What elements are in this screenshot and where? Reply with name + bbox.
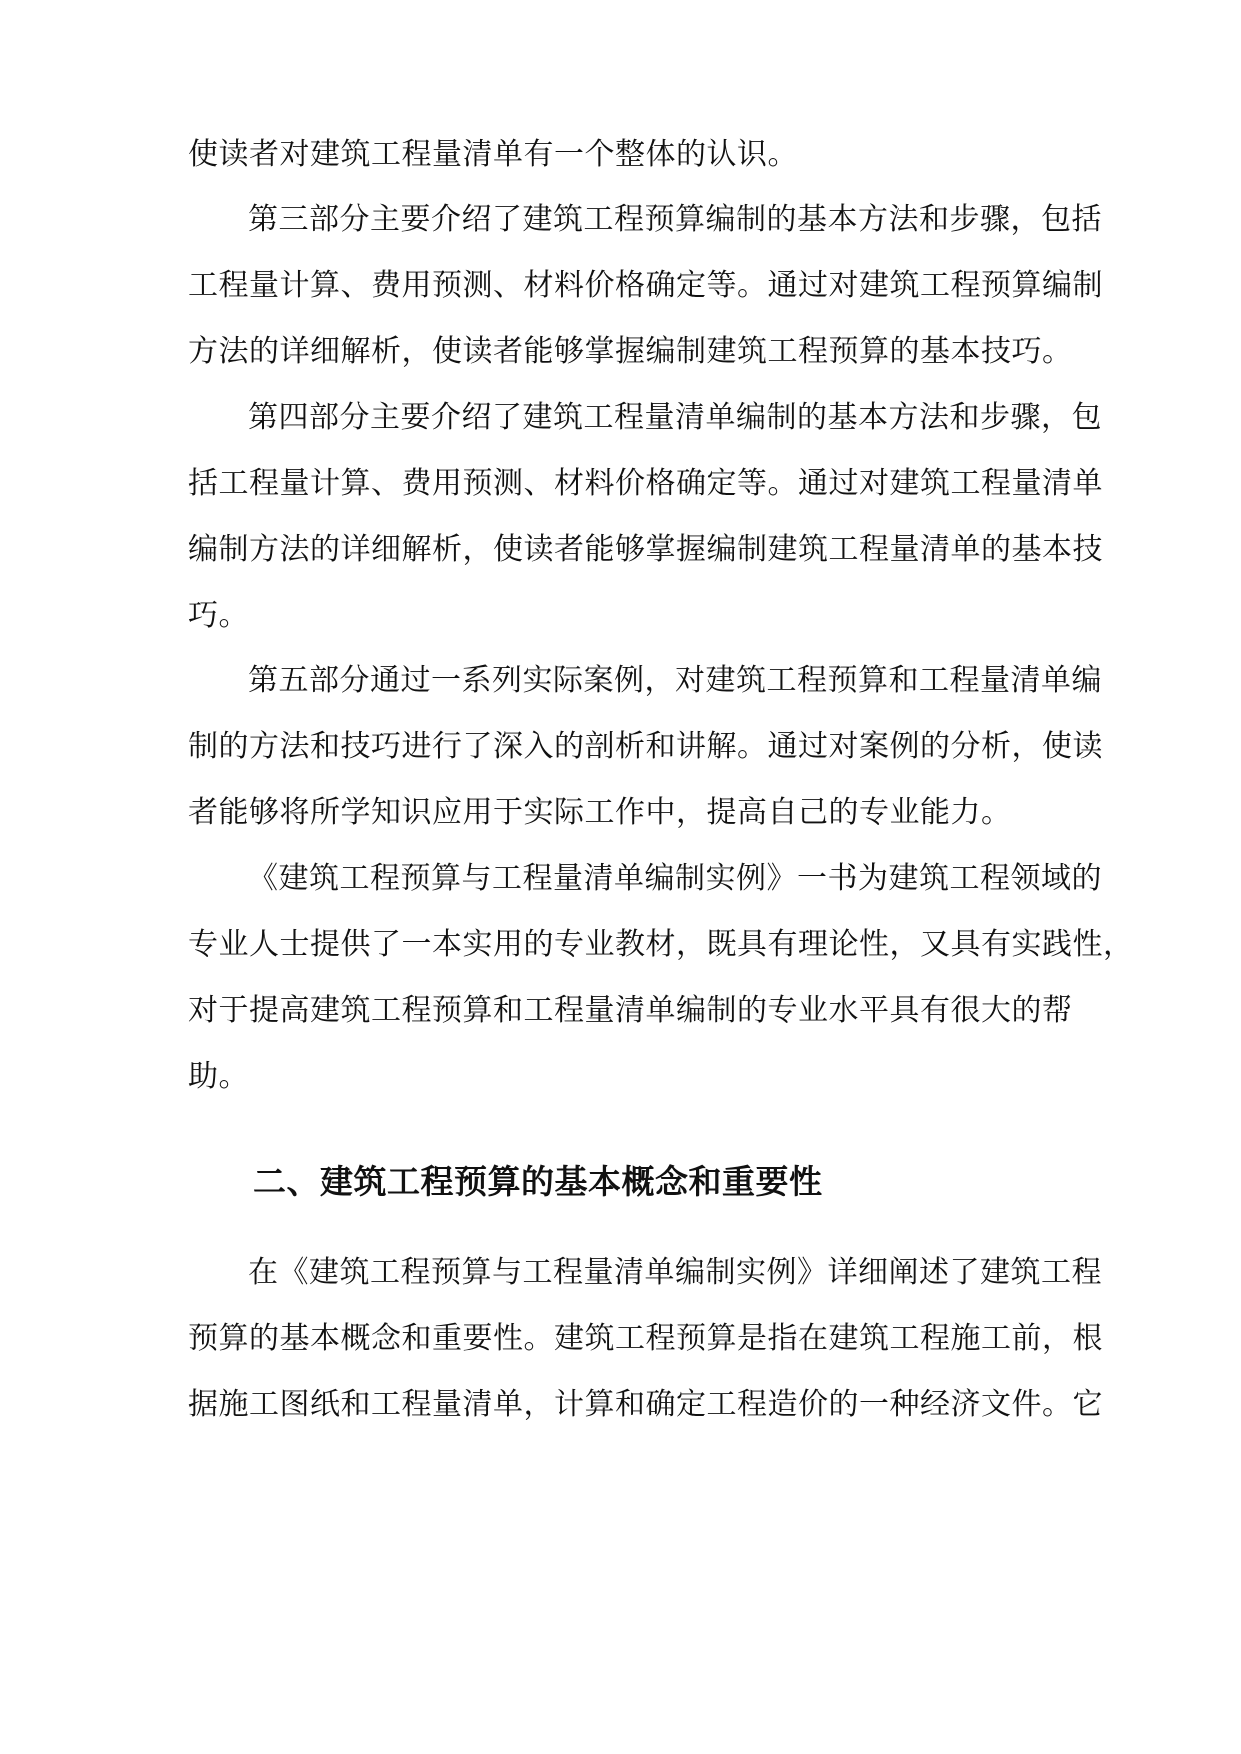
text-line: 工程量计算、费用预测、材料价格确定等。通过对建筑工程预算编制: [188, 268, 1103, 303]
text-line: 第三部分主要介绍了建筑工程预算编制的基本方法和步骤，包括: [248, 202, 1102, 237]
text-line: 对于提高建筑工程预算和工程量清单编制的专业水平具有很大的帮: [188, 993, 1073, 1028]
text-line: 《建筑工程预算与工程量清单编制实例》一书为建筑工程领域的: [248, 861, 1102, 896]
text-line: 专业人士提供了一本实用的专业教材，既具有理论性，又具有实践性，: [188, 927, 1134, 962]
text-line: 使读者对建筑工程量清单有一个整体的认识。: [188, 137, 798, 172]
text-line: 预算的基本概念和重要性。建筑工程预算是指在建筑工程施工前，根: [188, 1321, 1103, 1356]
text-line: 第四部分主要介绍了建筑工程量清单编制的基本方法和步骤，包: [248, 400, 1102, 435]
text-line: 制的方法和技巧进行了深入的剖析和讲解。通过对案例的分析，使读: [188, 729, 1103, 764]
text-line: 巧。: [188, 598, 249, 633]
text-line: 者能够将所学知识应用于实际工作中，提高自己的专业能力。: [188, 795, 1012, 830]
text-line: 在《建筑工程预算与工程量清单编制实例》详细阐述了建筑工程: [248, 1255, 1102, 1290]
text-line: 据施工图纸和工程量清单，计算和确定工程造价的一种经济文件。它: [188, 1387, 1103, 1422]
section-heading: 二、建筑工程预算的基本概念和重要性: [253, 1162, 823, 1201]
text-line: 第五部分通过一系列实际案例，对建筑工程预算和工程量清单编: [248, 663, 1102, 698]
text-line: 括工程量计算、费用预测、材料价格确定等。通过对建筑工程量清单: [188, 466, 1103, 501]
text-line: 编制方法的详细解析，使读者能够掌握编制建筑工程量清单的基本技: [188, 532, 1103, 567]
text-line: 方法的详细解析，使读者能够掌握编制建筑工程预算的基本技巧。: [188, 334, 1073, 369]
text-line: 助。: [188, 1059, 249, 1094]
